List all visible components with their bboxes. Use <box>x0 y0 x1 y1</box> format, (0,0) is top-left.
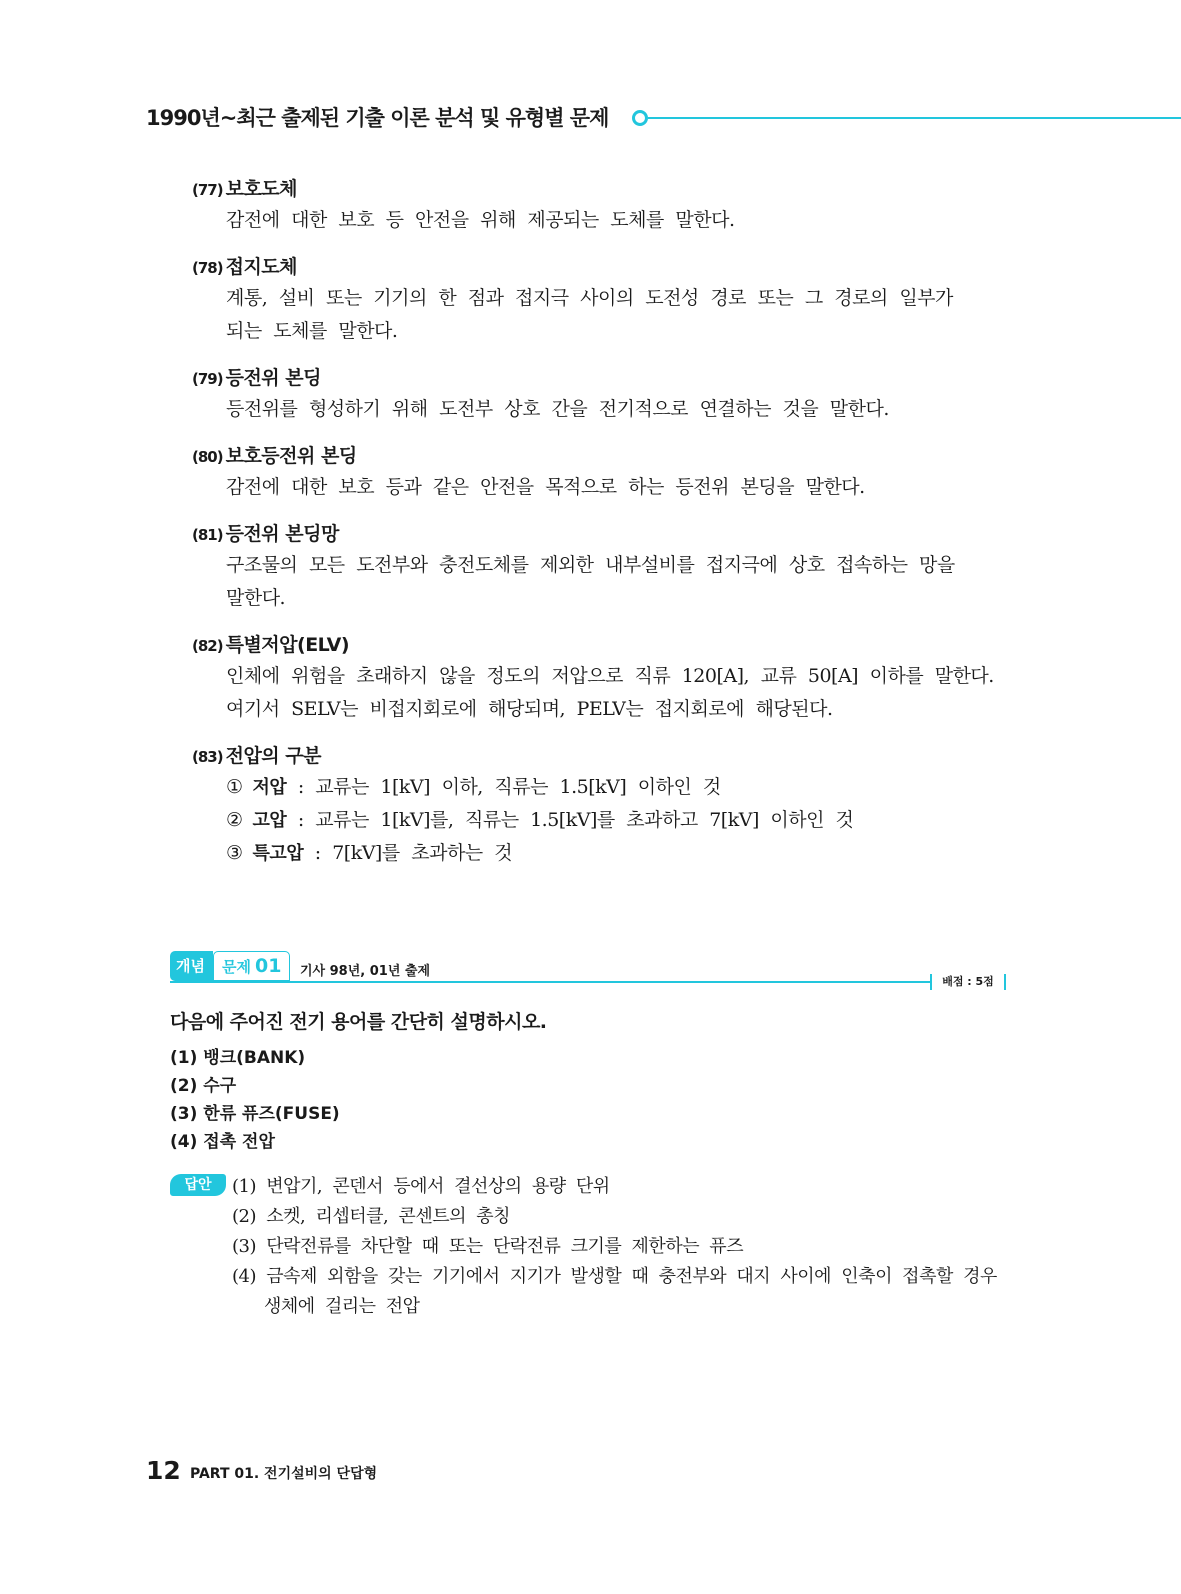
problem-rule <box>170 981 930 983</box>
header-ring-ornament <box>632 110 648 126</box>
term-title: 전압의 구분 <box>225 745 321 767</box>
voltage-label: 고압 <box>252 810 287 831</box>
question-item: (3) 한류 퓨즈(FUSE) <box>170 1104 340 1124</box>
problem-tag <box>213 951 290 981</box>
term-line: 여기서 SELV는 비접지회로에 해당되며, PELV는 접지회로에 해당된다. <box>226 698 833 720</box>
voltage-list <box>226 771 1022 870</box>
voltage-text: : 7[kV]를 초과하는 것 <box>303 842 513 864</box>
answer-list <box>232 1172 1015 1322</box>
term-body <box>226 471 1022 504</box>
answer-item: (3) 단락전류를 차단할 때 또는 단락전류 크기를 제한하는 퓨즈 <box>232 1236 744 1257</box>
term-number: (78) <box>192 259 223 277</box>
term-line: 되는 도체를 말한다. <box>226 320 398 342</box>
term-heading <box>192 519 1022 549</box>
answer <box>170 1172 1015 1322</box>
term-body <box>226 393 1022 426</box>
question-item: (1) 뱅크(BANK) <box>170 1048 306 1068</box>
problem-header <box>170 949 1006 993</box>
term-body <box>226 660 1022 726</box>
answer-item: (1) 변압기, 콘덴서 등에서 결선상의 용량 단위 <box>232 1176 610 1197</box>
circled-number: ② <box>226 809 243 831</box>
term-line: 등전위를 형성하기 위해 도전부 상호 간을 전기적으로 연결하는 것을 말한다. <box>226 398 889 420</box>
term-line: 감전에 대한 보호 등과 같은 안전을 목적으로 하는 등전위 본딩을 말한다. <box>226 476 865 498</box>
term-heading <box>192 630 1022 660</box>
circled-number: ③ <box>226 842 243 864</box>
term-number: (79) <box>192 370 223 388</box>
answer-badge: 답안 <box>170 1174 226 1196</box>
exam-source: 기사 98년, 01년 출제 <box>300 964 431 979</box>
term-number: (80) <box>192 448 223 466</box>
voltage-label: 저압 <box>252 777 287 798</box>
term-line: 감전에 대한 보호 등 안전을 위해 제공되는 도체를 말한다. <box>226 209 735 231</box>
term-number: (82) <box>192 637 223 655</box>
term-line: 계통, 설비 또는 기기의 한 점과 접지극 사이의 도전성 경로 또는 그 경로의 일부가 <box>226 287 953 309</box>
question-item: (2) 수구 <box>170 1076 237 1096</box>
term-heading <box>192 441 1022 471</box>
voltage-item-high <box>226 804 1022 837</box>
term-number: (77) <box>192 181 223 199</box>
answer-item: (2) 소켓, 리셉터클, 콘센트의 총칭 <box>232 1206 510 1227</box>
term-heading <box>192 252 1022 282</box>
term-line: 말한다. <box>226 587 286 609</box>
term-body <box>226 204 1022 237</box>
term-title: 접지도체 <box>225 256 298 278</box>
voltage-text: : 교류는 1[kV] 이하, 직류는 1.5[kV] 이하인 것 <box>286 776 721 798</box>
term-heading <box>192 174 1022 204</box>
circled-number: ① <box>226 776 243 798</box>
term-77 <box>192 174 1022 237</box>
question-item: (4) 접촉 전압 <box>170 1132 275 1152</box>
term-title: 특별저압(ELV) <box>225 634 350 656</box>
term-number: (81) <box>192 526 223 544</box>
answer-item: (4) 금속제 외함을 갖는 기기에서 지기가 발생할 때 충전부와 대지 사이에 인축이 접촉할 경우 생체에 걸리는 전압 <box>232 1266 997 1317</box>
voltage-item-extra-high <box>226 837 1022 870</box>
problem-number: 01 <box>254 955 282 977</box>
term-line: 인체에 위험을 초래하지 않을 정도의 저압으로 직류 120[A], 교류 50[A] 이하를 말한다. <box>226 665 994 687</box>
voltage-item-low <box>226 771 1022 804</box>
score-box: 배점 : 5점 <box>930 974 1006 990</box>
term-line: 구조물의 모든 도전부와 충전도체를 제외한 내부설비를 접지극에 상호 접속하는 망을 <box>226 554 955 576</box>
term-heading <box>192 363 1022 393</box>
page-number: 12 <box>146 1456 181 1485</box>
part-title: PART 01. 전기설비의 단답형 <box>190 1466 378 1482</box>
chapter-title: 1990년~최근 출제된 기출 이론 분석 및 유형별 문제 <box>146 106 609 130</box>
term-body <box>226 282 1022 348</box>
term-title: 보호등전위 본딩 <box>225 445 357 467</box>
definitions-section <box>192 174 1022 885</box>
term-title: 등전위 본딩망 <box>225 523 339 545</box>
question <box>170 1006 1010 1156</box>
term-title: 보호도체 <box>225 178 298 200</box>
problem-label: 문제 <box>222 958 251 976</box>
term-title: 등전위 본딩 <box>225 367 321 389</box>
voltage-text: : 교류는 1[kV]를, 직류는 1.5[kV]를 초과하고 7[kV] 이하인 것 <box>286 809 854 831</box>
term-81 <box>192 519 1022 615</box>
question-text: 다음에 주어진 전기 용어를 간단히 설명하시오. <box>170 1011 547 1033</box>
voltage-label: 특고압 <box>252 843 304 864</box>
term-80 <box>192 441 1022 504</box>
term-heading <box>192 741 1022 771</box>
term-82 <box>192 630 1022 726</box>
term-79 <box>192 363 1022 426</box>
term-body <box>226 549 1022 615</box>
header-rule <box>648 117 1181 119</box>
term-83 <box>192 741 1022 870</box>
concept-tag: 개념 <box>170 951 213 981</box>
term-78 <box>192 252 1022 348</box>
running-header <box>146 102 1181 142</box>
term-number: (83) <box>192 748 223 766</box>
